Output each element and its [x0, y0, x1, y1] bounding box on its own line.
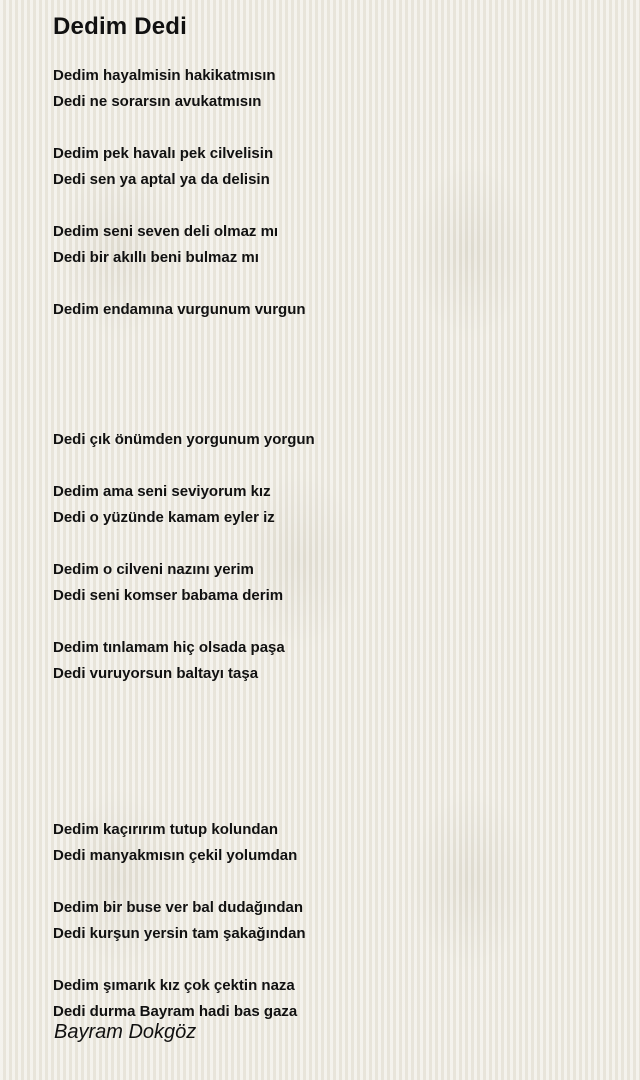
poem-line: Dedi çık önümden yorgunum yorgun — [53, 431, 315, 448]
poem-author: Bayram Dokgöz — [54, 1021, 197, 1043]
stanza-break — [53, 193, 613, 219]
stanza-break — [53, 609, 613, 635]
poem-line: Dedim şımarık kız çok çektin naza — [53, 977, 295, 994]
stanza-break — [53, 713, 613, 739]
poem-line: Dedim hayalmisin hakikatmısın — [53, 67, 276, 84]
poem-line: Dedim bir buse ver bal dudağından — [53, 899, 304, 916]
poem-body — [53, 63, 613, 1025]
stanza-break — [53, 323, 613, 349]
stanza-break — [53, 349, 613, 375]
stanza-break — [53, 687, 613, 713]
poem-line: Dedi manyakmısın çekil yolumdan — [53, 847, 298, 864]
stanza-break — [53, 375, 613, 401]
stanza-break — [53, 739, 613, 765]
stanza-break — [53, 453, 613, 479]
stanza-break — [53, 791, 613, 817]
poem-line: Dedim seni seven deli olmaz mı — [53, 223, 279, 240]
poem-title: Dedim Dedi — [53, 13, 188, 40]
poem-line: Dedi sen ya aptal ya da delisin — [53, 171, 270, 188]
poem-line: Dedim tınlamam hiç olsada paşa — [53, 639, 285, 656]
poem-line: Dedi o yüzünde kamam eyler iz — [53, 509, 275, 526]
stanza-break — [53, 947, 613, 973]
poem-line: Dedi seni komser babama derim — [53, 587, 284, 604]
poem-line: Dedi bir akıllı beni bulmaz mı — [53, 249, 259, 266]
stanza-break — [53, 401, 613, 427]
poem-line: Dedi kurşun yersin tam şakağından — [53, 925, 306, 942]
poem-line: Dedi durma Bayram hadi bas gaza — [53, 1003, 298, 1020]
poem-line: Dedi ne sorarsın avukatmısın — [53, 93, 262, 110]
poem-line: Dedim pek havalı pek cilvelisin — [53, 145, 274, 162]
poem-container — [53, 0, 613, 1025]
poem-line: Dedim ama seni seviyorum kız — [53, 483, 271, 500]
poem-line: Dedim endamına vurgunum vurgun — [53, 301, 306, 318]
stanza-break — [53, 271, 613, 297]
poem-line: Dedi vuruyorsun baltayı taşa — [53, 665, 259, 682]
stanza-break — [53, 531, 613, 557]
poem-line: Dedim o cilveni nazını yerim — [53, 561, 254, 578]
stanza-break — [53, 115, 613, 141]
poem-line: Dedim kaçırırım tutup kolundan — [53, 821, 279, 838]
stanza-break — [53, 869, 613, 895]
stanza-break — [53, 765, 613, 791]
